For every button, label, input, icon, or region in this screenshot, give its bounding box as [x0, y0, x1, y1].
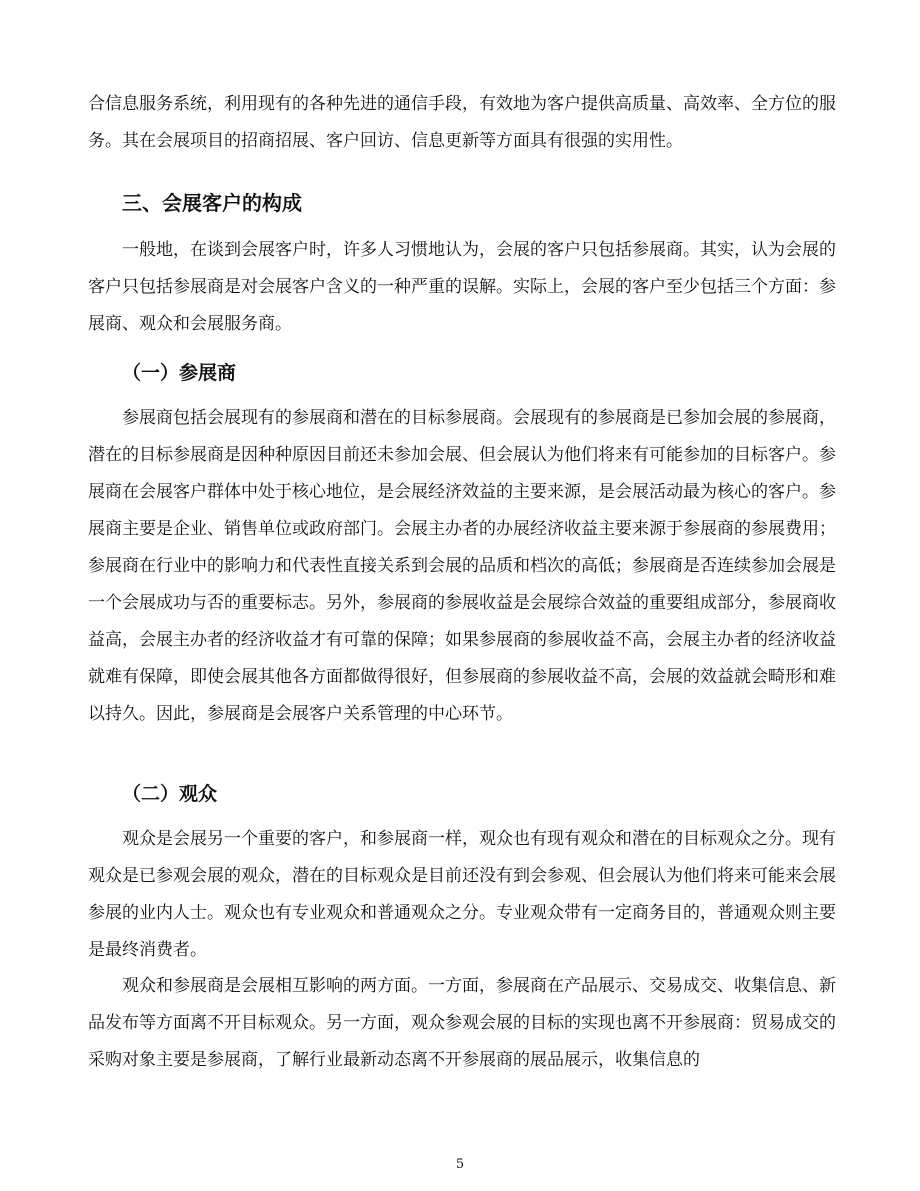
exhibitors-paragraph: 参展商包括会展现有的参展商和潜在的目标参展商。会展现有的参展商是已参加会展的参展商，潜在的目标参展商是因种种原因目前还未参加会展、但会展认为他们将来有可能参加的目标客户。参展商在会展客户群体中处于核心地位，是会展经济效益的主要来源，是会展活动最为核心的客户。参展商主要是企业、销售单位或政府部门。会展主办者的办展经济收益主要来源于参展商的参展费用；参展商在行业中的影响力和代表性直接关系到会展的品质和档次的高低；参展商是否连续参加会展是一个会展成功与否的重要标志。另外，参展商的参展收益是会展综合效益的重要组成部分，参展商收益高，会展主办者的经济收益才有可靠的保障；如果参展商的参展收益不高，会展主办者的经济收益就难有保障，即使会展其他各方面都做得很好，但参展商的参展收益不高，会展的效益就会畸形和难以持久。因此，参展商是会展客户关系管理的中心环节。: [88, 408, 836, 724]
intro-continuation-paragraph: 合信息服务系统，利用现有的各种先进的通信手段，有效地为客户提供高质量、高效率、全方位的服务。其在会展项目的招商招展、客户回访、信息更新等方面具有很强的实用性。: [88, 94, 836, 151]
section-heading-customer-composition: 三、会展客户的构成: [122, 191, 302, 215]
subsection-heading-audience: （二）观众: [122, 783, 218, 805]
section-intro-paragraph: 一般地，在谈到会展客户时，许多人习惯地认为，会展的客户只包括参展商。其实，认为会展的客户只包括参展商是对会展客户含义的一种严重的误解。实际上，会展的客户至少包括三个方面：参展商、观众和会展服务商。: [88, 240, 836, 334]
page-number: 5: [455, 1157, 465, 1172]
audience-paragraph-1: 观众是会展另一个重要的客户，和参展商一样，观众也有现有观众和潜在的目标观众之分。现有观众是已参观会展的观众，潜在的目标观众是目前还没有到会参观、但会展认为他们将来可能来会展参展的业内人士。观众也有专业观众和普通观众之分。专业观众带有一定商务目的，普通观众则主要是最终消费者。: [88, 829, 836, 960]
audience-paragraph-2: 观众和参展商是会展相互影响的两方面。一方面，参展商在产品展示、交易成交、收集信息、新品发布等方面离不开目标观众。另一方面，观众参观会展的目标的实现也离不开参展商：贸易成交的采购对象主要是参展商，了解行业最新动态离不开参展商的展品展示，收集信息的: [88, 976, 836, 1070]
subsection-heading-exhibitors: （一）参展商: [122, 362, 237, 384]
